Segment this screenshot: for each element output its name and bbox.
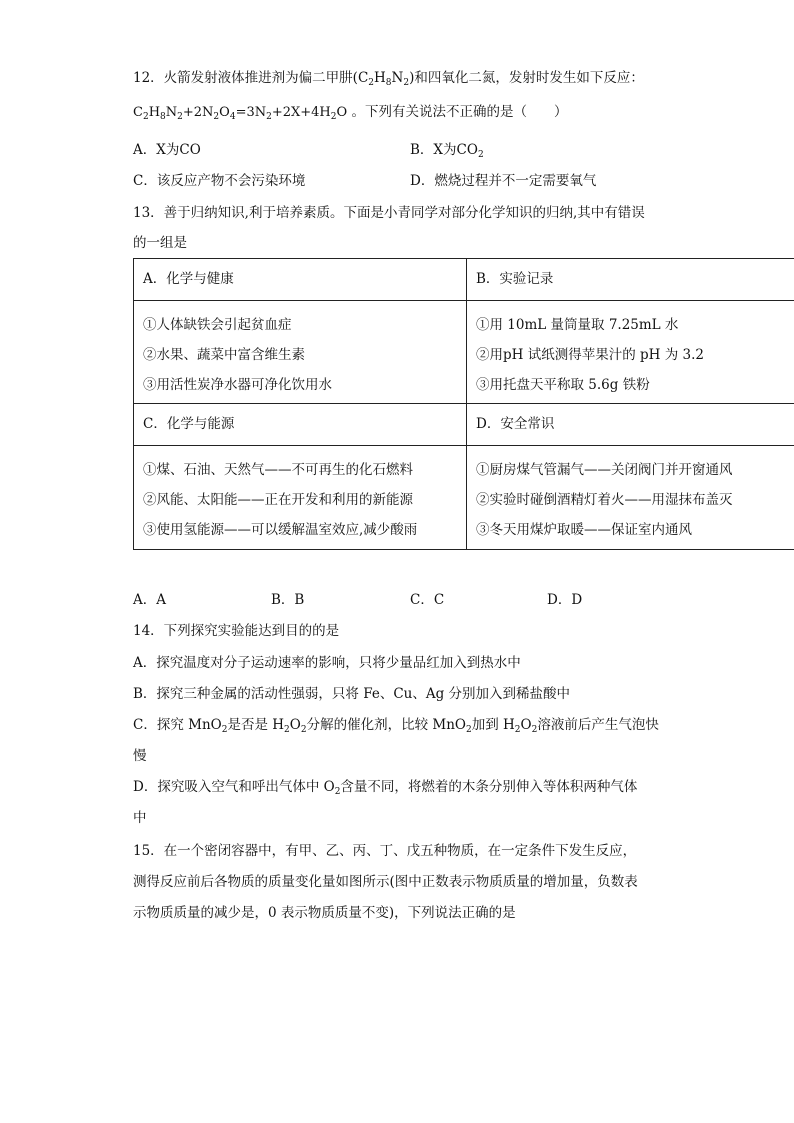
list-item: ②实验时碰倒酒精灯着火——用湿抹布盖灭	[476, 492, 733, 508]
list-item: ①人体缺铁会引起贫血症	[143, 317, 292, 333]
list-item: ①用 10mL 量筒量取 7.25mL 水	[476, 317, 679, 333]
table-cell-c-body	[134, 446, 467, 550]
q14-option-c[interactable]: C．探究 MnO$_2$是否是 $H_2O_2$分解的催化剂，比较 MnO$_2$加到 $H_2O_2$溶液前后产生气泡快	[133, 717, 659, 735]
q15-stem-line3: 示物质质量的减少是，0 表示物质质量不变)，下列说法正确的是	[133, 905, 516, 921]
table-cell-c-head: C．化学与能源	[134, 404, 467, 446]
q12-option-d[interactable]: D．燃烧过程并不一定需要氧气	[410, 173, 597, 189]
q12-option-c[interactable]: C．该反应产物不会污染环境	[133, 173, 306, 189]
q13-stem-line2: 的一组是	[133, 235, 187, 251]
list-item: ③冬天用煤炉取暖——保证室内通风	[476, 522, 692, 538]
q12-equation: $C_2H_8N_2+2N_2O_4=3N_2+2X+4H_2O$ 。下列有关说法不正确的是（ ）	[133, 104, 568, 122]
q15-stem-line1: 15．在一个密闭容器中，有甲、乙、丙、丁、戊五种物质，在一定条件下发生反应，	[133, 843, 637, 859]
q13-option-a[interactable]: A．A	[133, 592, 166, 608]
list-item: ①厨房煤气管漏气——关闭阀门并开窗通风	[476, 462, 733, 478]
q12-option-b[interactable]: B．X为$CO_2$	[410, 142, 484, 160]
table-cell-b-body	[467, 301, 794, 404]
list-item: ①煤、石油、天然气——不可再生的化石燃料	[143, 462, 413, 478]
q13-table	[133, 258, 794, 550]
list-item: ③用活性炭净水器可净化饮用水	[143, 377, 332, 393]
table-cell-d-body	[467, 446, 794, 550]
list-item: ②用pH 试纸测得苹果汁的 pH 为 3.2	[476, 347, 704, 363]
q13-option-c[interactable]: C．C	[410, 592, 445, 608]
q14-stem: 14．下列探究实验能达到目的的是	[133, 623, 340, 639]
list-item: ③使用氢能源——可以缓解温室效应,减少酸雨	[143, 522, 418, 538]
list-item: ②风能、太阳能——正在开发和利用的新能源	[143, 492, 413, 508]
q13-stem-line1: 13．善于归纳知识,利于培养素质。下面是小青同学对部分化学知识的归纳,其中有错误	[133, 205, 645, 221]
q15-stem-line2: 测得反应前后各物质的质量变化量如图所示(图中正数表示物质质量的增加量，负数表	[133, 874, 638, 890]
table-cell-b-head: B．实验记录	[467, 259, 794, 301]
q12-stem: 12．火箭发射液体推进剂为偏二甲肼$(C_2H_8N_2)$和四氧化二氮，发射时发生如下反应：	[133, 70, 644, 88]
table-cell-a-head: A．化学与健康	[134, 259, 467, 301]
q14-option-d-continued: 中	[133, 810, 147, 826]
q13-option-d[interactable]: D．D	[547, 592, 583, 608]
q13-option-b[interactable]: B．B	[271, 592, 305, 608]
table-cell-a-body	[134, 301, 467, 404]
q14-option-c-continued: 慢	[133, 748, 147, 764]
q14-option-a[interactable]: A．探究温度对分子运动速率的影响，只将少量品红加入到热水中	[133, 655, 521, 671]
list-item: ③用托盘天平称取 5.6g 铁粉	[476, 377, 650, 393]
table-cell-d-head: D．安全常识	[467, 404, 794, 446]
q12-option-a[interactable]: A．X为CO	[133, 142, 201, 158]
q14-option-d[interactable]: D．探究吸入空气和呼出气体中 $O_2$含量不同，将燃着的木条分别伸入等体积两种气体	[133, 779, 638, 797]
list-item: ②水果、蔬菜中富含维生素	[143, 347, 305, 363]
q14-option-b[interactable]: B．探究三种金属的活动性强弱，只将 Fe、Cu、Ag 分别加入到稀盐酸中	[133, 686, 571, 702]
